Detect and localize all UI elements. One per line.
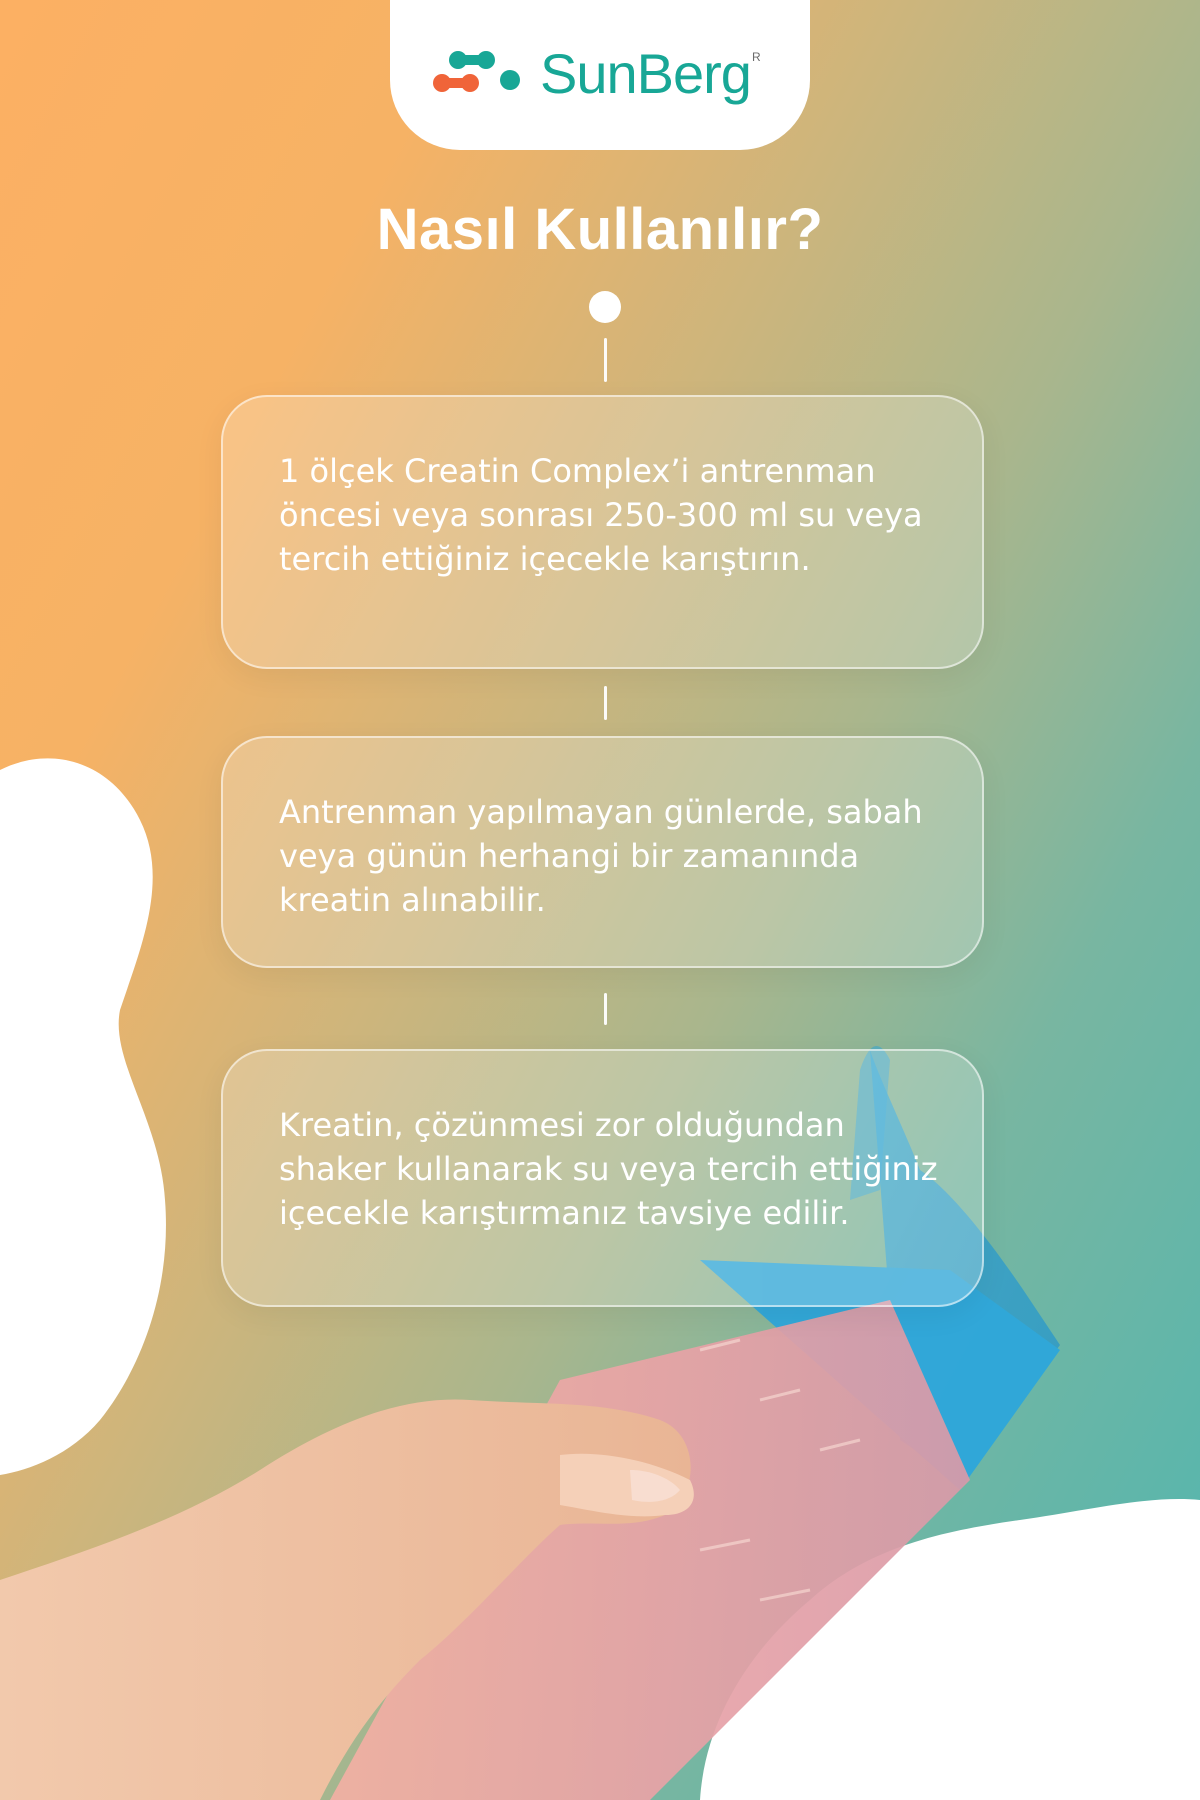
brand-name: SunBerg [540, 42, 751, 105]
step-text-3: Kreatin, çözünmesi zor olduğundan shaker kullanarak su veya tercih ettiğiniz içecekle karıştırmanız tavsiye edilir. [279, 1106, 938, 1232]
sunberg-logo-icon [430, 48, 530, 102]
step-card-1 [221, 395, 984, 669]
registered-mark: R [752, 50, 761, 64]
timeline-connector [604, 993, 607, 1025]
timeline-dot [589, 291, 621, 323]
step-text-1: 1 ölçek Creatin Complex’i antrenman öncesi veya sonrası 250-300 ml su veya tercih ettiğiniz içecekle karıştırın. [279, 452, 923, 578]
left-white-blob [0, 758, 166, 1475]
step-text-2: Antrenman yapılmayan günlerde, sabah veya günün herhangi bir zamanında kreatin alınabilir. [279, 793, 923, 919]
timeline-connector [604, 338, 607, 382]
page-title: Nasıl Kullanılır? [376, 197, 824, 262]
step-card-3 [221, 1049, 984, 1307]
timeline-connector [604, 686, 607, 720]
step-card-2 [221, 736, 984, 968]
